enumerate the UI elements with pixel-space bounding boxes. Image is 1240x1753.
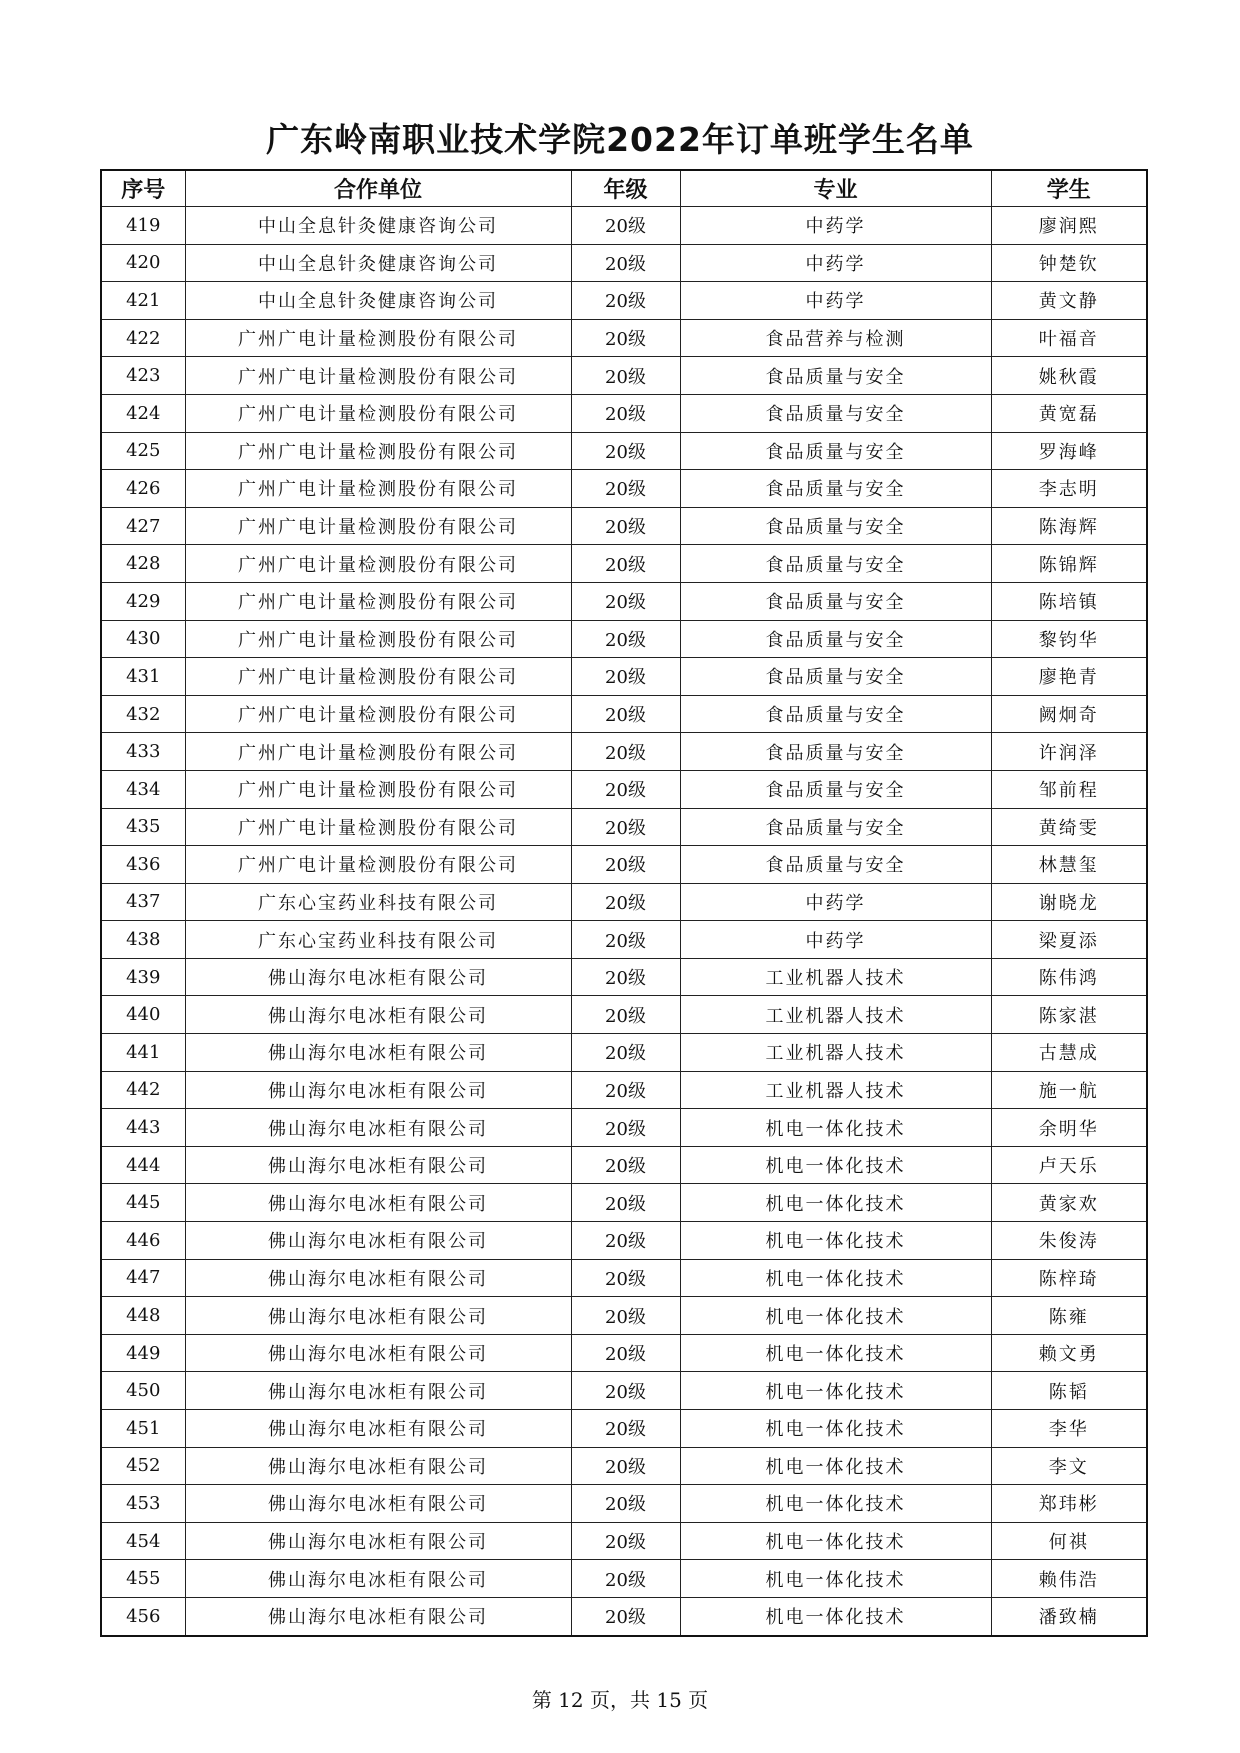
major-cell: 机电一体化技术 <box>680 1372 991 1410</box>
table-row <box>101 1146 1147 1184</box>
major-cell: 食品质量与安全 <box>680 770 991 808</box>
grade-cell: 20级 <box>571 695 680 733</box>
row-index-cell: 450 <box>101 1372 185 1410</box>
grade-cell: 20级 <box>571 1222 680 1260</box>
grade-cell: 20级 <box>571 1034 680 1072</box>
grade-cell: 20级 <box>571 545 680 583</box>
student-name-cell: 陈锦辉 <box>991 545 1147 583</box>
student-name-cell: 许润泽 <box>991 733 1147 771</box>
row-index-cell: 439 <box>101 958 185 996</box>
grade-cell: 20级 <box>571 883 680 921</box>
partner-unit-cell: 佛山海尔电冰柜有限公司 <box>185 1410 571 1448</box>
partner-unit-cell: 广州广电计量检测股份有限公司 <box>185 470 571 508</box>
row-index-cell: 451 <box>101 1410 185 1448</box>
student-name-cell: 郑玮彬 <box>991 1485 1147 1523</box>
partner-unit-cell: 广州广电计量检测股份有限公司 <box>185 658 571 696</box>
page-footer: 第 12 页，共 15 页 <box>531 1688 709 1712</box>
major-cell: 食品质量与安全 <box>680 695 991 733</box>
major-cell: 机电一体化技术 <box>680 1410 991 1448</box>
grade-cell: 20级 <box>571 733 680 771</box>
major-cell: 工业机器人技术 <box>680 1034 991 1072</box>
grade-cell: 20级 <box>571 770 680 808</box>
student-name-cell: 赖文勇 <box>991 1334 1147 1372</box>
row-index-cell: 426 <box>101 470 185 508</box>
table-row <box>101 1372 1147 1410</box>
row-index-cell: 422 <box>101 319 185 357</box>
row-index-cell: 442 <box>101 1071 185 1109</box>
major-cell: 机电一体化技术 <box>680 1146 991 1184</box>
column-header-major: 专业 <box>680 170 991 207</box>
grade-cell: 20级 <box>571 319 680 357</box>
row-index-cell: 427 <box>101 507 185 545</box>
major-cell: 机电一体化技术 <box>680 1334 991 1372</box>
table-row <box>101 1522 1147 1560</box>
grade-cell: 20级 <box>571 244 680 282</box>
student-name-cell: 黄家欢 <box>991 1184 1147 1222</box>
column-header-grade: 年级 <box>571 170 680 207</box>
partner-unit-cell: 佛山海尔电冰柜有限公司 <box>185 1447 571 1485</box>
grade-cell: 20级 <box>571 432 680 470</box>
table-row <box>101 620 1147 658</box>
partner-unit-cell: 广州广电计量检测股份有限公司 <box>185 507 571 545</box>
grade-cell: 20级 <box>571 1597 680 1635</box>
student-name-cell: 黄绮雯 <box>991 808 1147 846</box>
student-name-cell: 何祺 <box>991 1522 1147 1560</box>
row-index-cell: 452 <box>101 1447 185 1485</box>
grade-cell: 20级 <box>571 1146 680 1184</box>
row-index-cell: 448 <box>101 1297 185 1335</box>
major-cell: 食品质量与安全 <box>680 733 991 771</box>
row-index-cell: 433 <box>101 733 185 771</box>
grade-cell: 20级 <box>571 958 680 996</box>
partner-unit-cell: 佛山海尔电冰柜有限公司 <box>185 1146 571 1184</box>
major-cell: 工业机器人技术 <box>680 1071 991 1109</box>
table-row <box>101 1334 1147 1372</box>
table-row <box>101 1560 1147 1598</box>
table-row <box>101 545 1147 583</box>
row-index-cell: 454 <box>101 1522 185 1560</box>
partner-unit-cell: 广州广电计量检测股份有限公司 <box>185 808 571 846</box>
student-name-cell: 余明华 <box>991 1109 1147 1147</box>
major-cell: 机电一体化技术 <box>680 1259 991 1297</box>
major-cell: 机电一体化技术 <box>680 1109 991 1147</box>
table-row <box>101 1034 1147 1072</box>
partner-unit-cell: 广州广电计量检测股份有限公司 <box>185 770 571 808</box>
major-cell: 食品质量与安全 <box>680 620 991 658</box>
table-row <box>101 470 1147 508</box>
table-row <box>101 319 1147 357</box>
partner-unit-cell: 佛山海尔电冰柜有限公司 <box>185 1522 571 1560</box>
table-row <box>101 1071 1147 1109</box>
major-cell: 机电一体化技术 <box>680 1560 991 1598</box>
row-index-cell: 445 <box>101 1184 185 1222</box>
student-name-cell: 潘致楠 <box>991 1597 1147 1635</box>
student-name-cell: 陈韬 <box>991 1372 1147 1410</box>
partner-unit-cell: 佛山海尔电冰柜有限公司 <box>185 958 571 996</box>
table-row <box>101 207 1147 245</box>
student-roster-table <box>100 169 1148 1637</box>
table-row <box>101 770 1147 808</box>
table-row <box>101 695 1147 733</box>
table-row <box>101 1297 1147 1335</box>
grade-cell: 20级 <box>571 357 680 395</box>
student-name-cell: 谢晓龙 <box>991 883 1147 921</box>
row-index-cell: 447 <box>101 1259 185 1297</box>
partner-unit-cell: 广州广电计量检测股份有限公司 <box>185 319 571 357</box>
document-title: 广东岭南职业技术学院2022年订单班学生名单 <box>266 120 974 159</box>
student-name-cell: 林慧玺 <box>991 846 1147 884</box>
row-index-cell: 431 <box>101 658 185 696</box>
partner-unit-cell: 广州广电计量检测股份有限公司 <box>185 695 571 733</box>
partner-unit-cell: 佛山海尔电冰柜有限公司 <box>185 996 571 1034</box>
table-row <box>101 1222 1147 1260</box>
major-cell: 机电一体化技术 <box>680 1297 991 1335</box>
row-index-cell: 449 <box>101 1334 185 1372</box>
table-row <box>101 1410 1147 1448</box>
partner-unit-cell: 广东心宝药业科技有限公司 <box>185 921 571 959</box>
grade-cell: 20级 <box>571 1372 680 1410</box>
table-row <box>101 1184 1147 1222</box>
grade-cell: 20级 <box>571 1334 680 1372</box>
table-row <box>101 846 1147 884</box>
grade-cell: 20级 <box>571 846 680 884</box>
major-cell: 中药学 <box>680 207 991 245</box>
table-row <box>101 282 1147 320</box>
table-row <box>101 958 1147 996</box>
row-index-cell: 419 <box>101 207 185 245</box>
table-row <box>101 658 1147 696</box>
grade-cell: 20级 <box>571 394 680 432</box>
partner-unit-cell: 佛山海尔电冰柜有限公司 <box>185 1222 571 1260</box>
grade-cell: 20级 <box>571 620 680 658</box>
major-cell: 食品质量与安全 <box>680 394 991 432</box>
partner-unit-cell: 广州广电计量检测股份有限公司 <box>185 394 571 432</box>
student-name-cell: 赖伟浩 <box>991 1560 1147 1598</box>
row-index-cell: 435 <box>101 808 185 846</box>
major-cell: 食品质量与安全 <box>680 545 991 583</box>
partner-unit-cell: 广州广电计量检测股份有限公司 <box>185 620 571 658</box>
table-row <box>101 582 1147 620</box>
row-index-cell: 420 <box>101 244 185 282</box>
student-name-cell: 陈梓琦 <box>991 1259 1147 1297</box>
major-cell: 机电一体化技术 <box>680 1184 991 1222</box>
major-cell: 工业机器人技术 <box>680 958 991 996</box>
row-index-cell: 455 <box>101 1560 185 1598</box>
partner-unit-cell: 佛山海尔电冰柜有限公司 <box>185 1297 571 1335</box>
partner-unit-cell: 中山全息针灸健康咨询公司 <box>185 282 571 320</box>
grade-cell: 20级 <box>571 1297 680 1335</box>
partner-unit-cell: 中山全息针灸健康咨询公司 <box>185 207 571 245</box>
table-row <box>101 244 1147 282</box>
grade-cell: 20级 <box>571 1184 680 1222</box>
partner-unit-cell: 广州广电计量检测股份有限公司 <box>185 357 571 395</box>
major-cell: 食品质量与安全 <box>680 658 991 696</box>
major-cell: 机电一体化技术 <box>680 1222 991 1260</box>
row-index-cell: 432 <box>101 695 185 733</box>
student-name-cell: 姚秋霞 <box>991 357 1147 395</box>
row-index-cell: 438 <box>101 921 185 959</box>
major-cell: 食品质量与安全 <box>680 846 991 884</box>
student-name-cell: 邹前程 <box>991 770 1147 808</box>
student-name-cell: 叶福音 <box>991 319 1147 357</box>
table-row <box>101 1485 1147 1523</box>
student-name-cell: 钟楚钦 <box>991 244 1147 282</box>
student-name-cell: 李华 <box>991 1410 1147 1448</box>
partner-unit-cell: 佛山海尔电冰柜有限公司 <box>185 1372 571 1410</box>
grade-cell: 20级 <box>571 1447 680 1485</box>
grade-cell: 20级 <box>571 507 680 545</box>
student-name-cell: 黄文静 <box>991 282 1147 320</box>
major-cell: 机电一体化技术 <box>680 1447 991 1485</box>
row-index-cell: 424 <box>101 394 185 432</box>
grade-cell: 20级 <box>571 658 680 696</box>
table-row <box>101 1447 1147 1485</box>
table-row <box>101 432 1147 470</box>
column-header-student: 学生 <box>991 170 1147 207</box>
partner-unit-cell: 广州广电计量检测股份有限公司 <box>185 846 571 884</box>
table-body <box>101 207 1147 1636</box>
table-row <box>101 507 1147 545</box>
major-cell: 食品营养与检测 <box>680 319 991 357</box>
partner-unit-cell: 佛山海尔电冰柜有限公司 <box>185 1560 571 1598</box>
row-index-cell: 444 <box>101 1146 185 1184</box>
grade-cell: 20级 <box>571 1485 680 1523</box>
table-header-row <box>101 170 1147 207</box>
student-name-cell: 黎钧华 <box>991 620 1147 658</box>
major-cell: 机电一体化技术 <box>680 1522 991 1560</box>
student-name-cell: 陈培镇 <box>991 582 1147 620</box>
student-name-cell: 陈海辉 <box>991 507 1147 545</box>
row-index-cell: 437 <box>101 883 185 921</box>
major-cell: 食品质量与安全 <box>680 357 991 395</box>
table-row <box>101 1259 1147 1297</box>
student-name-cell: 罗海峰 <box>991 432 1147 470</box>
student-name-cell: 陈伟鸿 <box>991 958 1147 996</box>
major-cell: 中药学 <box>680 921 991 959</box>
partner-unit-cell: 佛山海尔电冰柜有限公司 <box>185 1334 571 1372</box>
student-name-cell: 陈家湛 <box>991 996 1147 1034</box>
grade-cell: 20级 <box>571 582 680 620</box>
row-index-cell: 434 <box>101 770 185 808</box>
grade-cell: 20级 <box>571 996 680 1034</box>
student-name-cell: 卢天乐 <box>991 1146 1147 1184</box>
student-name-cell: 廖艳青 <box>991 658 1147 696</box>
student-name-cell: 梁夏添 <box>991 921 1147 959</box>
partner-unit-cell: 广州广电计量检测股份有限公司 <box>185 733 571 771</box>
student-name-cell: 阙炯奇 <box>991 695 1147 733</box>
partner-unit-cell: 佛山海尔电冰柜有限公司 <box>185 1259 571 1297</box>
grade-cell: 20级 <box>571 1109 680 1147</box>
row-index-cell: 428 <box>101 545 185 583</box>
table-row <box>101 883 1147 921</box>
row-index-cell: 453 <box>101 1485 185 1523</box>
column-header-index: 序号 <box>101 170 185 207</box>
major-cell: 工业机器人技术 <box>680 996 991 1034</box>
row-index-cell: 441 <box>101 1034 185 1072</box>
column-header-partner: 合作单位 <box>185 170 571 207</box>
major-cell: 中药学 <box>680 244 991 282</box>
grade-cell: 20级 <box>571 1560 680 1598</box>
major-cell: 食品质量与安全 <box>680 432 991 470</box>
major-cell: 机电一体化技术 <box>680 1597 991 1635</box>
table-row <box>101 1597 1147 1635</box>
partner-unit-cell: 中山全息针灸健康咨询公司 <box>185 244 571 282</box>
grade-cell: 20级 <box>571 1410 680 1448</box>
student-name-cell: 陈雍 <box>991 1297 1147 1335</box>
row-index-cell: 425 <box>101 432 185 470</box>
partner-unit-cell: 广州广电计量检测股份有限公司 <box>185 545 571 583</box>
grade-cell: 20级 <box>571 921 680 959</box>
student-name-cell: 黄宽磊 <box>991 394 1147 432</box>
student-name-cell: 朱俊涛 <box>991 1222 1147 1260</box>
row-index-cell: 456 <box>101 1597 185 1635</box>
partner-unit-cell: 佛山海尔电冰柜有限公司 <box>185 1109 571 1147</box>
grade-cell: 20级 <box>571 470 680 508</box>
row-index-cell: 423 <box>101 357 185 395</box>
student-name-cell: 施一航 <box>991 1071 1147 1109</box>
major-cell: 中药学 <box>680 883 991 921</box>
student-name-cell: 廖润熙 <box>991 207 1147 245</box>
table-row <box>101 1109 1147 1147</box>
grade-cell: 20级 <box>571 1071 680 1109</box>
table-row <box>101 357 1147 395</box>
major-cell: 食品质量与安全 <box>680 507 991 545</box>
partner-unit-cell: 佛山海尔电冰柜有限公司 <box>185 1071 571 1109</box>
partner-unit-cell: 佛山海尔电冰柜有限公司 <box>185 1485 571 1523</box>
partner-unit-cell: 广东心宝药业科技有限公司 <box>185 883 571 921</box>
grade-cell: 20级 <box>571 282 680 320</box>
row-index-cell: 443 <box>101 1109 185 1147</box>
major-cell: 食品质量与安全 <box>680 470 991 508</box>
partner-unit-cell: 佛山海尔电冰柜有限公司 <box>185 1184 571 1222</box>
student-name-cell: 古慧成 <box>991 1034 1147 1072</box>
partner-unit-cell: 广州广电计量检测股份有限公司 <box>185 582 571 620</box>
table-row <box>101 996 1147 1034</box>
table-row <box>101 394 1147 432</box>
partner-unit-cell: 佛山海尔电冰柜有限公司 <box>185 1597 571 1635</box>
major-cell: 食品质量与安全 <box>680 582 991 620</box>
major-cell: 中药学 <box>680 282 991 320</box>
row-index-cell: 440 <box>101 996 185 1034</box>
major-cell: 机电一体化技术 <box>680 1485 991 1523</box>
grade-cell: 20级 <box>571 207 680 245</box>
row-index-cell: 421 <box>101 282 185 320</box>
student-name-cell: 李志明 <box>991 470 1147 508</box>
table-row <box>101 733 1147 771</box>
table-row <box>101 921 1147 959</box>
table-row <box>101 808 1147 846</box>
grade-cell: 20级 <box>571 808 680 846</box>
partner-unit-cell: 佛山海尔电冰柜有限公司 <box>185 1034 571 1072</box>
row-index-cell: 430 <box>101 620 185 658</box>
partner-unit-cell: 广州广电计量检测股份有限公司 <box>185 432 571 470</box>
row-index-cell: 446 <box>101 1222 185 1260</box>
grade-cell: 20级 <box>571 1522 680 1560</box>
row-index-cell: 436 <box>101 846 185 884</box>
grade-cell: 20级 <box>571 1259 680 1297</box>
student-name-cell: 李文 <box>991 1447 1147 1485</box>
major-cell: 食品质量与安全 <box>680 808 991 846</box>
row-index-cell: 429 <box>101 582 185 620</box>
